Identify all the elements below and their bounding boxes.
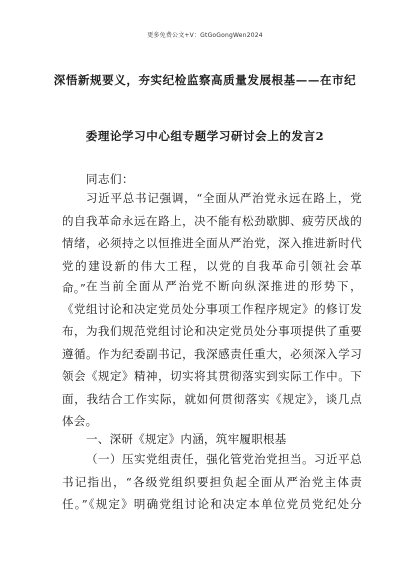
paragraph-line: 体会。 — [62, 414, 98, 428]
paragraph-line: 布，为我们规范党组讨论和决定党员处分事项提供了重要 — [62, 324, 362, 338]
paragraph-2 — [62, 275, 362, 433]
paragraph-line: 在当前全面从严治党不断向纵深推进的形势下， — [86, 279, 362, 293]
paragraph-line: 《党组讨论和决定党员处分事项工作程序规定》的修订发 — [62, 301, 362, 316]
paragraph-3 — [62, 448, 362, 516]
paragraph-line: 习近平总书记强调，“全面从严治党永远在路上，党 — [86, 191, 362, 205]
section-heading-1: 一、深研《规定》内涵，筑牢履职根基 — [86, 432, 287, 446]
paragraph-line: 情绪，必须持之以恒推进全面从严治党，深入推进新时代 — [62, 236, 362, 250]
paragraph-line: （一）压实党组责任，强化管党治党担当。习近平总 — [86, 452, 362, 466]
paragraph-line: 遵循。作为纪委副书记，我深感责任重大，必须深入学习 — [62, 346, 362, 361]
paragraph-line: 面，我结合工作实际，就如何贯彻落实《规定》，谈几点 — [62, 391, 362, 406]
paragraph-line: 书记指出，“各级党组织要担负起全面从严治党主体责 — [62, 474, 362, 489]
title-line-1: 深悟新规要义，夯实纪检监察高质量发展根基——在市纪 — [53, 73, 357, 87]
paragraph-line: 领会《规定》精神，切实将其贯彻落实到实际工作中。下 — [62, 369, 362, 383]
paragraph-line: 党的建设新的伟大工程，以党的自我革命引领社会革 — [62, 258, 362, 273]
paragraph-line: 命。” — [62, 281, 87, 295]
header-note: 更多免费公文+V：GtGoGongWen2024 — [147, 32, 263, 39]
paragraph-line: 任。”《规定》明确党组讨论和决定本单位党员党纪处分 — [62, 497, 362, 511]
greeting: 同志们： — [86, 172, 134, 186]
paragraph-line: 的自我革命永远在路上，决不能有松劲歇脚、疲劳厌战的 — [62, 213, 362, 228]
title-line-2: 委理论学习中心组专题学习研讨会上的发言2 — [85, 129, 325, 143]
